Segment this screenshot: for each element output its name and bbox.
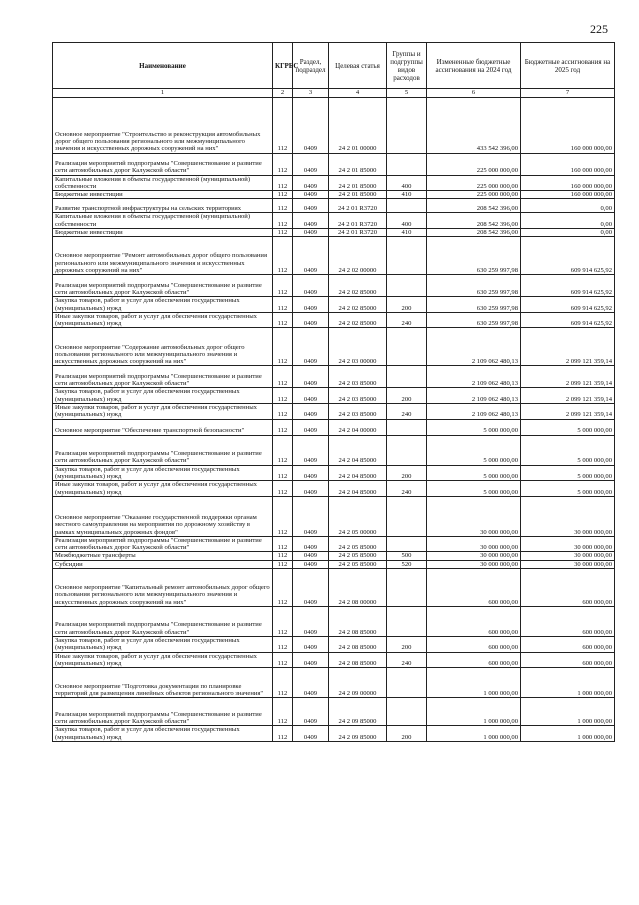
row-value-2025: 160 000 000,00 xyxy=(521,175,615,191)
row-name: Иные закупки товаров, работ и услуг для обеспечения государственных (муниципальных) нужд xyxy=(53,404,273,420)
row-kgrbs: 112 xyxy=(273,496,293,536)
row-value-2024: 5 000 000,00 xyxy=(427,465,521,481)
row-value-2025: 2 099 121 359,14 xyxy=(521,388,615,404)
row-target: 24 2 01 85000 xyxy=(329,191,387,199)
row-name: Основное мероприятие "Обеспечение транспортной безопасности" xyxy=(53,419,273,435)
row-group: 520 xyxy=(387,560,427,568)
row-section: 0409 xyxy=(293,698,329,726)
row-value-2024: 600 000,00 xyxy=(427,607,521,637)
row-value-2024: 2 109 062 480,13 xyxy=(427,328,521,366)
row-group: 200 xyxy=(387,726,427,742)
row-value-2024: 1 000 000,00 xyxy=(427,668,521,698)
row-target: 24 2 05 85000 xyxy=(329,560,387,568)
row-section: 0409 xyxy=(293,560,329,568)
table-row xyxy=(53,97,615,153)
column-number: 6 xyxy=(427,89,521,98)
table-row xyxy=(53,228,615,236)
row-name: Основное мероприятие "Ремонт автомобильных дорог общего пользования регионального или межмуниципального значения и искусственных дорожных сооружений на них" xyxy=(53,237,273,275)
row-target: 24 2 09 85000 xyxy=(329,726,387,742)
row-target: 24 2 04 85000 xyxy=(329,481,387,497)
row-name: Реализация мероприятий подпрограммы "Совершенствование и развитие сети автомобильных дорог Калужской области" xyxy=(53,698,273,726)
row-value-2024: 225 000 000,00 xyxy=(427,191,521,199)
row-section: 0409 xyxy=(293,191,329,199)
row-value-2025: 1 000 000,00 xyxy=(521,668,615,698)
table-row xyxy=(53,481,615,497)
row-kgrbs: 112 xyxy=(273,275,293,297)
row-name: Основное мероприятие "Содержание автомобильных дорог общего пользования регионального или межмуниципального значения и искусственных дорожных сооружений на них" xyxy=(53,328,273,366)
row-name: Основное мероприятие "Строительство и реконструкция автомобильных дорог общего пользования регионального или межмуниципального значения и искусственных дорожных сооружений на них" xyxy=(53,97,273,153)
col-header-target: Целевая статья xyxy=(329,43,387,89)
budget-table xyxy=(52,42,615,742)
table-row xyxy=(53,637,615,653)
col-header-group: Группы и подгруппы видов расходов xyxy=(387,43,427,89)
row-group xyxy=(387,153,427,175)
row-name: Основное мероприятие "Капитальный ремонт автомобильных дорог общего пользования регионального или межмуниципального значения и искусственных дорожных сооружений на них" xyxy=(53,569,273,607)
row-name: Субсидии xyxy=(53,560,273,568)
table-row xyxy=(53,726,615,742)
row-target: 24 2 01 R3720 xyxy=(329,228,387,236)
row-value-2024: 1 000 000,00 xyxy=(427,698,521,726)
row-group: 200 xyxy=(387,465,427,481)
row-value-2025: 0,00 xyxy=(521,213,615,229)
row-name: Бюджетные инвестиции xyxy=(53,191,273,199)
row-kgrbs: 112 xyxy=(273,312,293,328)
row-value-2025: 609 914 625,92 xyxy=(521,312,615,328)
row-target: 24 2 08 85000 xyxy=(329,637,387,653)
row-value-2025: 600 000,00 xyxy=(521,652,615,668)
row-group: 410 xyxy=(387,228,427,236)
row-section: 0409 xyxy=(293,552,329,560)
row-section: 0409 xyxy=(293,668,329,698)
row-kgrbs: 112 xyxy=(273,175,293,191)
row-value-2024: 225 000 000,00 xyxy=(427,153,521,175)
row-value-2025: 600 000,00 xyxy=(521,637,615,653)
row-name: Реализация мероприятий подпрограммы "Совершенствование и развитие сети автомобильных дорог Калужской области" xyxy=(53,275,273,297)
row-section: 0409 xyxy=(293,607,329,637)
row-value-2024: 208 542 396,00 xyxy=(427,199,521,213)
row-name: Капитальные вложения в объекты государственной (муниципальной) собственности xyxy=(53,175,273,191)
row-section: 0409 xyxy=(293,97,329,153)
table-body xyxy=(53,97,615,741)
row-target: 24 2 01 R3720 xyxy=(329,213,387,229)
row-kgrbs: 112 xyxy=(273,328,293,366)
row-section: 0409 xyxy=(293,726,329,742)
row-value-2025: 600 000,00 xyxy=(521,569,615,607)
row-value-2025: 5 000 000,00 xyxy=(521,465,615,481)
row-kgrbs: 112 xyxy=(273,297,293,313)
row-name: Бюджетные инвестиции xyxy=(53,228,273,236)
row-target: 24 2 03 85000 xyxy=(329,404,387,420)
row-value-2025: 2 099 121 359,14 xyxy=(521,328,615,366)
table-row xyxy=(53,328,615,366)
row-group xyxy=(387,569,427,607)
row-kgrbs: 112 xyxy=(273,698,293,726)
row-kgrbs: 112 xyxy=(273,237,293,275)
row-target: 24 2 02 85000 xyxy=(329,297,387,313)
row-name: Реализация мероприятий подпрограммы "Совершенствование и развитие сети автомобильных дорог Калужской области" xyxy=(53,153,273,175)
row-value-2025: 600 000,00 xyxy=(521,607,615,637)
row-group: 240 xyxy=(387,652,427,668)
row-name: Реализация мероприятий подпрограммы "Совершенствование и развитие сети автомобильных дорог Калужской области" xyxy=(53,366,273,388)
table-row xyxy=(53,607,615,637)
page-number: 225 xyxy=(590,22,608,36)
row-section: 0409 xyxy=(293,366,329,388)
row-target: 24 2 05 00000 xyxy=(329,496,387,536)
row-value-2024: 5 000 000,00 xyxy=(427,481,521,497)
row-kgrbs: 112 xyxy=(273,388,293,404)
row-target: 24 2 05 85000 xyxy=(329,536,387,552)
row-value-2025: 1 000 000,00 xyxy=(521,726,615,742)
row-name: Основное мероприятие "Подготовка документации по планировке территорий для размещения линейных объектов регионального значения" xyxy=(53,668,273,698)
row-kgrbs: 112 xyxy=(273,419,293,435)
row-section: 0409 xyxy=(293,465,329,481)
row-value-2025: 2 099 121 359,14 xyxy=(521,366,615,388)
table-row xyxy=(53,312,615,328)
table-row xyxy=(53,175,615,191)
column-number: 7 xyxy=(521,89,615,98)
row-group xyxy=(387,698,427,726)
row-group xyxy=(387,328,427,366)
row-value-2024: 600 000,00 xyxy=(427,637,521,653)
table-row xyxy=(53,560,615,568)
row-section: 0409 xyxy=(293,569,329,607)
row-value-2024: 30 000 000,00 xyxy=(427,496,521,536)
row-target: 24 2 05 85000 xyxy=(329,552,387,560)
table-row xyxy=(53,388,615,404)
row-value-2025: 5 000 000,00 xyxy=(521,419,615,435)
col-header-name: Наименование xyxy=(53,43,273,89)
row-value-2025: 30 000 000,00 xyxy=(521,496,615,536)
table-row xyxy=(53,465,615,481)
row-group xyxy=(387,199,427,213)
row-target: 24 2 04 85000 xyxy=(329,435,387,465)
table-row xyxy=(53,435,615,465)
row-value-2025: 609 914 625,92 xyxy=(521,275,615,297)
row-kgrbs: 112 xyxy=(273,228,293,236)
row-value-2024: 2 109 062 480,13 xyxy=(427,388,521,404)
row-name: Капитальные вложения в объекты государственной (муниципальной) собственности xyxy=(53,213,273,229)
row-kgrbs: 112 xyxy=(273,726,293,742)
row-value-2024: 30 000 000,00 xyxy=(427,552,521,560)
row-group: 200 xyxy=(387,637,427,653)
row-group: 240 xyxy=(387,481,427,497)
row-group: 200 xyxy=(387,388,427,404)
row-kgrbs: 112 xyxy=(273,668,293,698)
column-number: 2 xyxy=(273,89,293,98)
row-section: 0409 xyxy=(293,328,329,366)
row-section: 0409 xyxy=(293,435,329,465)
row-value-2025: 160 000 000,00 xyxy=(521,191,615,199)
column-number: 5 xyxy=(387,89,427,98)
row-target: 24 2 03 85000 xyxy=(329,366,387,388)
row-value-2025: 5 000 000,00 xyxy=(521,435,615,465)
row-name: Реализация мероприятий подпрограммы "Совершенствование и развитие сети автомобильных дорог Калужской области" xyxy=(53,435,273,465)
row-kgrbs: 112 xyxy=(273,153,293,175)
row-group: 240 xyxy=(387,312,427,328)
row-section: 0409 xyxy=(293,199,329,213)
row-name: Закупка товаров, работ и услуг для обеспечения государственных (муниципальных) нужд xyxy=(53,726,273,742)
row-value-2024: 5 000 000,00 xyxy=(427,419,521,435)
table-row xyxy=(53,552,615,560)
row-group: 400 xyxy=(387,213,427,229)
row-target: 24 2 08 85000 xyxy=(329,652,387,668)
column-number: 4 xyxy=(329,89,387,98)
row-section: 0409 xyxy=(293,297,329,313)
row-value-2025: 609 914 625,92 xyxy=(521,237,615,275)
row-name: Развитие транспортной инфраструктуры на сельских территориях xyxy=(53,199,273,213)
row-kgrbs: 112 xyxy=(273,366,293,388)
row-group xyxy=(387,237,427,275)
row-value-2024: 2 109 062 480,13 xyxy=(427,404,521,420)
row-group xyxy=(387,419,427,435)
row-target: 24 2 04 00000 xyxy=(329,419,387,435)
row-group xyxy=(387,97,427,153)
table-row xyxy=(53,297,615,313)
row-kgrbs: 112 xyxy=(273,637,293,653)
table-row xyxy=(53,213,615,229)
row-kgrbs: 112 xyxy=(273,435,293,465)
table-row xyxy=(53,191,615,199)
row-name: Иные закупки товаров, работ и услуг для обеспечения государственных (муниципальных) нужд xyxy=(53,481,273,497)
table-row xyxy=(53,569,615,607)
row-group: 240 xyxy=(387,404,427,420)
row-kgrbs: 112 xyxy=(273,560,293,568)
table-row xyxy=(53,419,615,435)
row-section: 0409 xyxy=(293,175,329,191)
col-header-changed-2024: Измененные бюджетные ассигнования на 2024 год xyxy=(427,43,521,89)
row-target: 24 2 02 85000 xyxy=(329,312,387,328)
row-kgrbs: 112 xyxy=(273,465,293,481)
row-value-2024: 630 259 997,98 xyxy=(427,237,521,275)
row-target: 24 2 08 00000 xyxy=(329,569,387,607)
row-value-2025: 609 914 625,92 xyxy=(521,297,615,313)
table-row xyxy=(53,404,615,420)
row-target: 24 2 03 00000 xyxy=(329,328,387,366)
row-kgrbs: 112 xyxy=(273,199,293,213)
row-group: 200 xyxy=(387,297,427,313)
row-section: 0409 xyxy=(293,404,329,420)
row-kgrbs: 112 xyxy=(273,191,293,199)
column-number: 3 xyxy=(293,89,329,98)
row-value-2024: 600 000,00 xyxy=(427,569,521,607)
row-name: Реализация мероприятий подпрограммы "Совершенствование и развитие сети автомобильных дорог Калужской области" xyxy=(53,536,273,552)
row-name: Иные закупки товаров, работ и услуг для обеспечения государственных (муниципальных) нужд xyxy=(53,312,273,328)
col-header-kgrbs: КГРБС xyxy=(273,43,293,89)
row-group xyxy=(387,496,427,536)
row-target: 24 2 09 00000 xyxy=(329,668,387,698)
row-section: 0409 xyxy=(293,496,329,536)
row-kgrbs: 112 xyxy=(273,652,293,668)
row-value-2024: 5 000 000,00 xyxy=(427,435,521,465)
table-row xyxy=(53,366,615,388)
row-kgrbs: 112 xyxy=(273,97,293,153)
row-name: Закупка товаров, работ и услуг для обеспечения государственных (муниципальных) нужд xyxy=(53,637,273,653)
row-section: 0409 xyxy=(293,275,329,297)
table-row xyxy=(53,199,615,213)
table-row xyxy=(53,496,615,536)
row-section: 0409 xyxy=(293,481,329,497)
row-section: 0409 xyxy=(293,312,329,328)
row-group: 500 xyxy=(387,552,427,560)
row-value-2024: 600 000,00 xyxy=(427,652,521,668)
row-target: 24 2 04 85000 xyxy=(329,465,387,481)
row-name: Иные закупки товаров, работ и услуг для обеспечения государственных (муниципальных) нужд xyxy=(53,652,273,668)
row-kgrbs: 112 xyxy=(273,481,293,497)
row-section: 0409 xyxy=(293,637,329,653)
row-kgrbs: 112 xyxy=(273,552,293,560)
row-target: 24 2 01 00000 xyxy=(329,97,387,153)
row-kgrbs: 112 xyxy=(273,536,293,552)
table-row xyxy=(53,153,615,175)
row-group xyxy=(387,366,427,388)
row-value-2024: 433 542 396,00 xyxy=(427,97,521,153)
row-value-2024: 208 542 396,00 xyxy=(427,213,521,229)
row-value-2024: 30 000 000,00 xyxy=(427,536,521,552)
row-name: Реализация мероприятий подпрограммы "Совершенствование и развитие сети автомобильных дорог Калужской области" xyxy=(53,607,273,637)
row-value-2024: 630 259 997,98 xyxy=(427,275,521,297)
row-target: 24 2 01 85000 xyxy=(329,175,387,191)
row-kgrbs: 112 xyxy=(273,607,293,637)
row-value-2025: 5 000 000,00 xyxy=(521,481,615,497)
row-kgrbs: 112 xyxy=(273,213,293,229)
row-value-2024: 630 259 997,98 xyxy=(427,297,521,313)
row-value-2025: 30 000 000,00 xyxy=(521,536,615,552)
row-value-2025: 30 000 000,00 xyxy=(521,552,615,560)
row-value-2025: 160 000 000,00 xyxy=(521,97,615,153)
row-group: 400 xyxy=(387,175,427,191)
column-number-row xyxy=(53,89,615,98)
row-group xyxy=(387,275,427,297)
row-group xyxy=(387,668,427,698)
row-section: 0409 xyxy=(293,228,329,236)
table-row xyxy=(53,668,615,698)
row-section: 0409 xyxy=(293,652,329,668)
row-group xyxy=(387,435,427,465)
table-row xyxy=(53,652,615,668)
row-value-2025: 0,00 xyxy=(521,199,615,213)
row-target: 24 2 01 85000 xyxy=(329,153,387,175)
row-name: Закупка товаров, работ и услуг для обеспечения государственных (муниципальных) нужд xyxy=(53,388,273,404)
row-value-2025: 1 000 000,00 xyxy=(521,698,615,726)
row-value-2025: 2 099 121 359,14 xyxy=(521,404,615,420)
row-value-2024: 630 259 997,98 xyxy=(427,312,521,328)
row-target: 24 2 02 85000 xyxy=(329,275,387,297)
row-section: 0409 xyxy=(293,419,329,435)
row-value-2025: 30 000 000,00 xyxy=(521,560,615,568)
row-section: 0409 xyxy=(293,213,329,229)
row-target: 24 2 09 85000 xyxy=(329,698,387,726)
row-name: Закупка товаров, работ и услуг для обеспечения государственных (муниципальных) нужд xyxy=(53,297,273,313)
row-value-2024: 30 000 000,00 xyxy=(427,560,521,568)
row-group xyxy=(387,607,427,637)
table-row xyxy=(53,237,615,275)
row-name: Закупка товаров, работ и услуг для обеспечения государственных (муниципальных) нужд xyxy=(53,465,273,481)
col-header-section: Раздел, подраздел xyxy=(293,43,329,89)
table-row xyxy=(53,698,615,726)
table-row xyxy=(53,536,615,552)
row-value-2025: 160 000 000,00 xyxy=(521,153,615,175)
row-target: 24 2 01 R3720 xyxy=(329,199,387,213)
row-group xyxy=(387,536,427,552)
row-value-2024: 225 000 000,00 xyxy=(427,175,521,191)
header-row xyxy=(53,43,615,89)
row-section: 0409 xyxy=(293,536,329,552)
row-name: Межбюджетные трансферты xyxy=(53,552,273,560)
row-kgrbs: 112 xyxy=(273,569,293,607)
row-section: 0409 xyxy=(293,237,329,275)
column-number: 1 xyxy=(53,89,273,98)
row-target: 24 2 02 00000 xyxy=(329,237,387,275)
row-value-2025: 0,00 xyxy=(521,228,615,236)
row-section: 0409 xyxy=(293,388,329,404)
row-section: 0409 xyxy=(293,153,329,175)
row-value-2024: 1 000 000,00 xyxy=(427,726,521,742)
row-target: 24 2 03 85000 xyxy=(329,388,387,404)
row-name: Основное мероприятие "Оказание государственной поддержки органам местного самоуправления на мероприятия по дорожному хозяйству в рамках муниципальных дорожных фондов" xyxy=(53,496,273,536)
col-header-budget-2025: Бюджетные ассигнования на 2025 год xyxy=(521,43,615,89)
row-kgrbs: 112 xyxy=(273,404,293,420)
table-row xyxy=(53,275,615,297)
row-target: 24 2 08 85000 xyxy=(329,607,387,637)
row-group: 410 xyxy=(387,191,427,199)
row-value-2024: 2 109 062 480,13 xyxy=(427,366,521,388)
row-value-2024: 208 542 396,00 xyxy=(427,228,521,236)
